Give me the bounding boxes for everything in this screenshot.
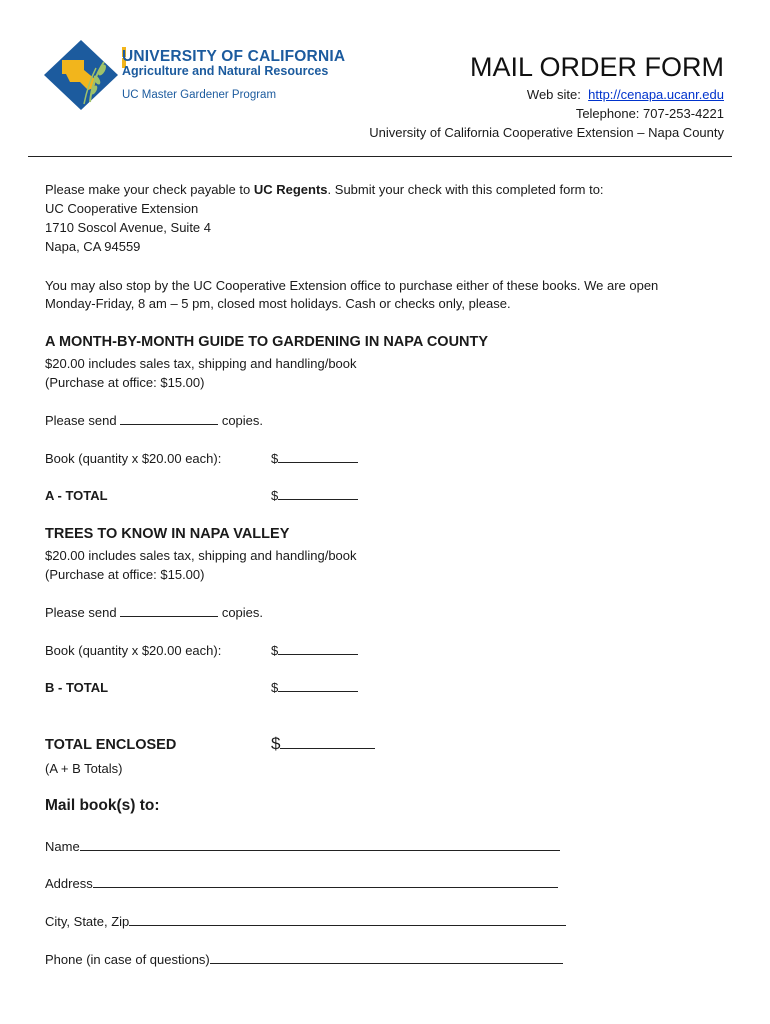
total-enclosed-label: TOTAL ENCLOSED xyxy=(45,737,177,753)
book-a-copies-label: copies. xyxy=(221,413,264,428)
book-a-price: $20.00 includes sales tax, shipping and handling/book xyxy=(45,356,357,371)
address-row xyxy=(45,874,558,894)
book-b-quantity-field[interactable] xyxy=(120,604,218,617)
currency-symbol: $ xyxy=(271,680,279,695)
book-a-total-row xyxy=(271,486,358,506)
book-b-total-row xyxy=(271,678,358,698)
currency-symbol: $ xyxy=(271,643,279,658)
address-line-1: UC Cooperative Extension xyxy=(45,201,199,216)
total-note: (A + B Totals) xyxy=(45,761,123,776)
book-a-total-label: A - TOTAL xyxy=(45,488,108,503)
website-link[interactable]: http://cenapa.ucanr.edu xyxy=(588,87,724,102)
address-field[interactable] xyxy=(93,875,558,888)
payee-name: UC Regents xyxy=(253,182,328,197)
phone-field[interactable] xyxy=(210,951,563,964)
address-label: Address xyxy=(45,876,93,891)
book-b-quantity-row xyxy=(45,603,263,623)
book-a-total-field[interactable] xyxy=(278,487,358,500)
phone-label: Phone (in case of questions) xyxy=(45,952,210,967)
currency-symbol: $ xyxy=(271,451,279,466)
office-note-line-1: You may also stop by the UC Cooperative Extension office to purchase either of these books. We are open xyxy=(45,278,659,293)
address-line-2: 1710 Soscol Avenue, Suite 4 xyxy=(45,220,211,235)
city-row xyxy=(45,912,566,932)
book-b-total-field[interactable] xyxy=(278,679,358,692)
name-field[interactable] xyxy=(80,838,560,851)
address-line-3: Napa, CA 94559 xyxy=(45,239,141,254)
logo-program-name: UC Master Gardener Program xyxy=(122,89,277,101)
book-a-subtotal-field[interactable] xyxy=(278,450,358,463)
currency-symbol: $ xyxy=(271,488,279,503)
book-b-title: TREES TO KNOW IN NAPA VALLEY xyxy=(45,526,290,542)
book-b-subtotal-row xyxy=(271,641,358,661)
book-a-quantity-row xyxy=(45,411,263,431)
phone-row xyxy=(45,950,563,970)
total-enclosed-row xyxy=(271,734,375,754)
book-b-price: $20.00 includes sales tax, shipping and handling/book xyxy=(45,548,357,563)
logo-org-name: UNIVERSITY OF CALIFORNIA xyxy=(122,48,346,65)
name-row xyxy=(45,837,560,857)
book-b-office-price: (Purchase at office: $15.00) xyxy=(45,567,205,582)
logo-org-division: Agriculture and Natural Resources xyxy=(122,64,329,78)
currency-symbol: $ xyxy=(271,734,281,753)
website-line xyxy=(527,87,724,102)
book-b-subtotal-field[interactable] xyxy=(278,642,358,655)
book-a-title: A MONTH-BY-MONTH GUIDE TO GARDENING IN NAPA COUNTY xyxy=(45,334,489,350)
header-divider xyxy=(28,156,732,157)
book-a-subtotal-row xyxy=(271,449,358,469)
book-a-send-label: Please send xyxy=(45,413,117,428)
affiliation-line: University of California Cooperative Extension – Napa County xyxy=(369,125,724,140)
check-instruction-suffix: . Submit your check with this completed form to: xyxy=(327,182,604,197)
city-field[interactable] xyxy=(129,913,566,926)
city-label: City, State, Zip xyxy=(45,914,130,929)
book-a-office-price: (Purchase at office: $15.00) xyxy=(45,375,205,390)
check-instruction-prefix: Please make your check payable to xyxy=(45,182,251,197)
website-label: Web site: xyxy=(526,87,581,102)
total-enclosed-field[interactable] xyxy=(280,734,375,749)
book-b-send-label: Please send xyxy=(45,605,117,620)
telephone-line: Telephone: 707-253-4221 xyxy=(575,106,724,121)
book-b-subtotal-label: Book (quantity x $20.00 each): xyxy=(45,643,222,658)
book-a-quantity-field[interactable] xyxy=(120,412,218,425)
page-title: MAIL ORDER FORM xyxy=(469,52,724,82)
office-note-line-2: Monday-Friday, 8 am – 5 pm, closed most holidays. Cash or checks only, please. xyxy=(45,296,511,311)
check-instruction xyxy=(45,180,604,200)
name-label: Name xyxy=(45,839,80,854)
mailing-heading: Mail book(s) to: xyxy=(45,797,160,814)
book-b-total-label: B - TOTAL xyxy=(45,680,109,695)
book-a-subtotal-label: Book (quantity x $20.00 each): xyxy=(45,451,222,466)
book-b-copies-label: copies. xyxy=(221,605,264,620)
